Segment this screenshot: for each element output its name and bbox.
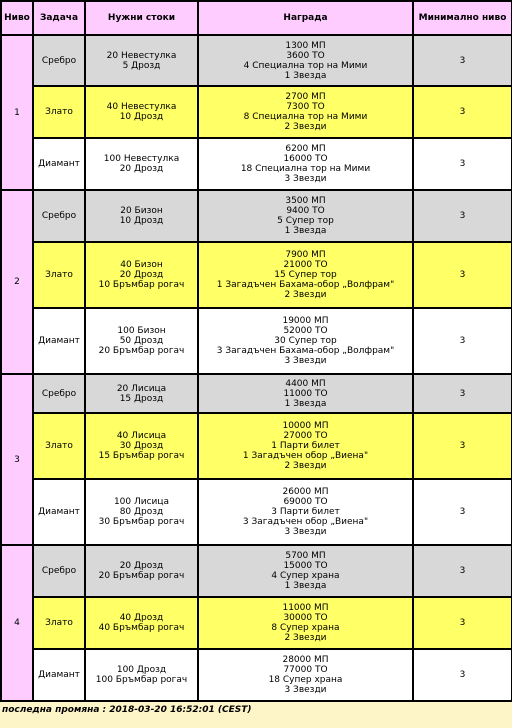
task-row — [1, 545, 512, 597]
needed-goods — [85, 545, 198, 597]
reward-line: 3 Звезди — [284, 174, 327, 184]
task-name: Злато — [33, 86, 85, 138]
reward-line: 18 Супер храна — [268, 675, 343, 685]
task-name: Сребро — [33, 35, 85, 86]
task-row — [1, 86, 512, 138]
reward-line: 77000 ТО — [283, 665, 328, 675]
needed-goods-line: 40 Бизон — [120, 260, 163, 270]
reward-line: 3 Загадъчен обор „Виена" — [242, 517, 369, 527]
needed-goods-line: 15 Бръмбар рогач — [98, 451, 185, 461]
needed-goods-line: 80 Дрозд — [119, 507, 164, 517]
reward-line: 15000 ТО — [283, 561, 328, 571]
reward-line: 21000 ТО — [283, 260, 328, 270]
needed-goods-line: 100 Невестулка — [103, 154, 180, 164]
header-task: Задача — [33, 1, 85, 35]
task-row — [1, 138, 512, 190]
reward-line: 11000 МП — [282, 603, 329, 613]
reward-line: 2 Звезди — [284, 633, 327, 643]
reward-line: 69000 ТО — [283, 497, 328, 507]
needed-goods — [85, 86, 198, 138]
needed-goods-line: 30 Дрозд — [119, 441, 164, 451]
needed-goods-line: 100 Лисица — [113, 497, 170, 507]
task-row — [1, 190, 512, 242]
needed-goods — [85, 413, 198, 479]
reward-line: 4400 МП — [285, 378, 326, 389]
header-min-level: Минимално ниво — [413, 1, 512, 35]
reward — [198, 35, 413, 86]
reward-line: 18 Специална тор на Мими — [240, 164, 371, 174]
reward-line: 6200 МП — [285, 144, 326, 154]
task-row — [1, 479, 512, 545]
needed-goods-line: 30 Бръмбар рогач — [98, 517, 185, 527]
needed-goods-line: 20 Дрозд — [119, 561, 164, 571]
level-cell: 4 — [1, 545, 33, 701]
needed-goods-line: 10 Дрозд — [119, 112, 164, 122]
reward-line: 52000 ТО — [283, 326, 328, 336]
min-level: 3 — [413, 138, 512, 190]
reward-line: 4 Специална тор на Мими — [243, 60, 368, 71]
reward-line: 3 Загадъчен Бахама-обор „Волфрам" — [216, 346, 395, 356]
task-row — [1, 35, 512, 86]
task-name: Злато — [33, 597, 85, 649]
reward-line: 8 Супер храна — [271, 623, 340, 633]
reward-line: 7900 МП — [285, 250, 326, 260]
reward-line: 3500 МП — [285, 196, 326, 206]
quest-table-body — [1, 35, 512, 701]
reward-line: 30000 ТО — [283, 613, 328, 623]
reward — [198, 374, 413, 413]
reward — [198, 86, 413, 138]
reward-line: 10000 МП — [282, 421, 329, 431]
reward — [198, 479, 413, 545]
reward-line: 1 Загадъчен обор „Виена" — [242, 451, 369, 461]
reward — [198, 413, 413, 479]
needed-goods — [85, 308, 198, 374]
reward-line: 1300 МП — [285, 40, 326, 51]
min-level: 3 — [413, 374, 512, 413]
task-name: Злато — [33, 242, 85, 308]
level-cell: 2 — [1, 190, 33, 374]
needed-goods-line: 20 Бръмбар рогач — [98, 571, 185, 581]
needed-goods-line: 100 Бръмбар рогач — [95, 675, 188, 685]
reward-line: 15 Супер тор — [274, 270, 337, 280]
reward-line: 26000 МП — [282, 487, 329, 497]
reward-line: 1 Загадъчен Бахама-обор „Волфрам" — [216, 280, 395, 290]
task-name: Диамант — [33, 479, 85, 545]
reward-line: 5 Супер тор — [277, 216, 334, 226]
reward-line: 11000 ТО — [283, 388, 328, 399]
reward-line: 9400 ТО — [286, 206, 325, 216]
needed-goods-line: 40 Дрозд — [119, 613, 164, 623]
needed-goods-line: 10 Дрозд — [119, 216, 164, 226]
needed-goods-line: 10 Бръмбар рогач — [98, 280, 185, 290]
task-name: Сребро — [33, 545, 85, 597]
reward-line: 30 Супер тор — [274, 336, 337, 346]
task-row — [1, 308, 512, 374]
task-row — [1, 413, 512, 479]
header-needed: Нужни стоки — [85, 1, 198, 35]
needed-goods-line: 15 Дрозд — [119, 393, 164, 404]
task-row — [1, 374, 512, 413]
reward — [198, 545, 413, 597]
reward-line: 3600 ТО — [286, 50, 325, 61]
reward — [198, 597, 413, 649]
header-level: Ниво — [1, 1, 33, 35]
reward-line: 2 Звезди — [284, 461, 327, 471]
reward-line: 5700 МП — [285, 551, 326, 561]
reward-line: 4 Супер храна — [271, 571, 340, 581]
reward-line: 3 Звезди — [284, 356, 327, 366]
reward — [198, 649, 413, 701]
reward — [198, 308, 413, 374]
needed-goods-line: 5 Дрозд — [122, 60, 161, 71]
min-level: 3 — [413, 190, 512, 242]
header-row — [1, 1, 512, 35]
min-level: 3 — [413, 308, 512, 374]
needed-goods — [85, 242, 198, 308]
reward-line: 28000 МП — [282, 655, 329, 665]
reward-line: 1 Звезда — [284, 226, 327, 236]
min-level: 3 — [413, 86, 512, 138]
reward-line: 3 Звезди — [284, 527, 327, 537]
reward-line: 8 Специална тор на Мими — [243, 112, 368, 122]
reward-line: 2 Звезди — [284, 122, 327, 132]
task-name: Сребро — [33, 190, 85, 242]
min-level: 3 — [413, 545, 512, 597]
needed-goods — [85, 374, 198, 413]
reward — [198, 190, 413, 242]
reward-line: 19000 МП — [282, 316, 329, 326]
needed-goods — [85, 597, 198, 649]
min-level: 3 — [413, 649, 512, 701]
reward-line: 1 Звезда — [284, 70, 327, 81]
needed-goods — [85, 35, 198, 86]
reward-line: 2 Звезди — [284, 290, 327, 300]
task-name: Диамант — [33, 308, 85, 374]
needed-goods-line: 20 Дрозд — [119, 270, 164, 280]
min-level: 3 — [413, 413, 512, 479]
last-modified: последна промяна : 2018-03-20 16:52:01 (CEST) — [2, 705, 252, 715]
reward-line: 2700 МП — [285, 92, 326, 102]
needed-goods — [85, 138, 198, 190]
reward-line: 3 Парти билет — [271, 507, 340, 517]
level-cell: 3 — [1, 374, 33, 545]
needed-goods — [85, 190, 198, 242]
needed-goods-line: 20 Лисица — [116, 383, 167, 394]
min-level: 3 — [413, 35, 512, 86]
reward — [198, 138, 413, 190]
header-reward: Награда — [198, 1, 413, 35]
min-level: 3 — [413, 597, 512, 649]
task-name: Сребро — [33, 374, 85, 413]
needed-goods-line: 40 Лисица — [116, 431, 167, 441]
level-cell: 1 — [1, 35, 33, 190]
needed-goods — [85, 479, 198, 545]
needed-goods — [85, 649, 198, 701]
reward-line: 1 Звезда — [284, 581, 327, 591]
needed-goods-line: 40 Невестулка — [106, 102, 177, 112]
needed-goods-line: 20 Бизон — [120, 206, 163, 216]
needed-goods-line: 20 Бръмбар рогач — [98, 346, 185, 356]
reward-line: 1 Парти билет — [271, 441, 340, 451]
task-name: Злато — [33, 413, 85, 479]
task-name: Диамант — [33, 649, 85, 701]
task-row — [1, 242, 512, 308]
reward-line: 3 Звезди — [284, 685, 327, 695]
task-name: Диамант — [33, 138, 85, 190]
task-row — [1, 597, 512, 649]
needed-goods-line: 20 Невестулка — [106, 50, 177, 61]
min-level: 3 — [413, 479, 512, 545]
task-row — [1, 649, 512, 701]
reward — [198, 242, 413, 308]
needed-goods-line: 100 Дрозд — [116, 665, 167, 675]
needed-goods-line: 50 Дрозд — [119, 336, 164, 346]
reward-line: 16000 ТО — [283, 154, 328, 164]
min-level: 3 — [413, 242, 512, 308]
reward-line: 27000 ТО — [283, 431, 328, 441]
reward-line: 7300 ТО — [286, 102, 325, 112]
needed-goods-line: 20 Дрозд — [119, 164, 164, 174]
needed-goods-line: 100 Бизон — [117, 326, 166, 336]
needed-goods-line: 40 Бръмбар рогач — [98, 623, 185, 633]
reward-line: 1 Звезда — [284, 398, 327, 409]
